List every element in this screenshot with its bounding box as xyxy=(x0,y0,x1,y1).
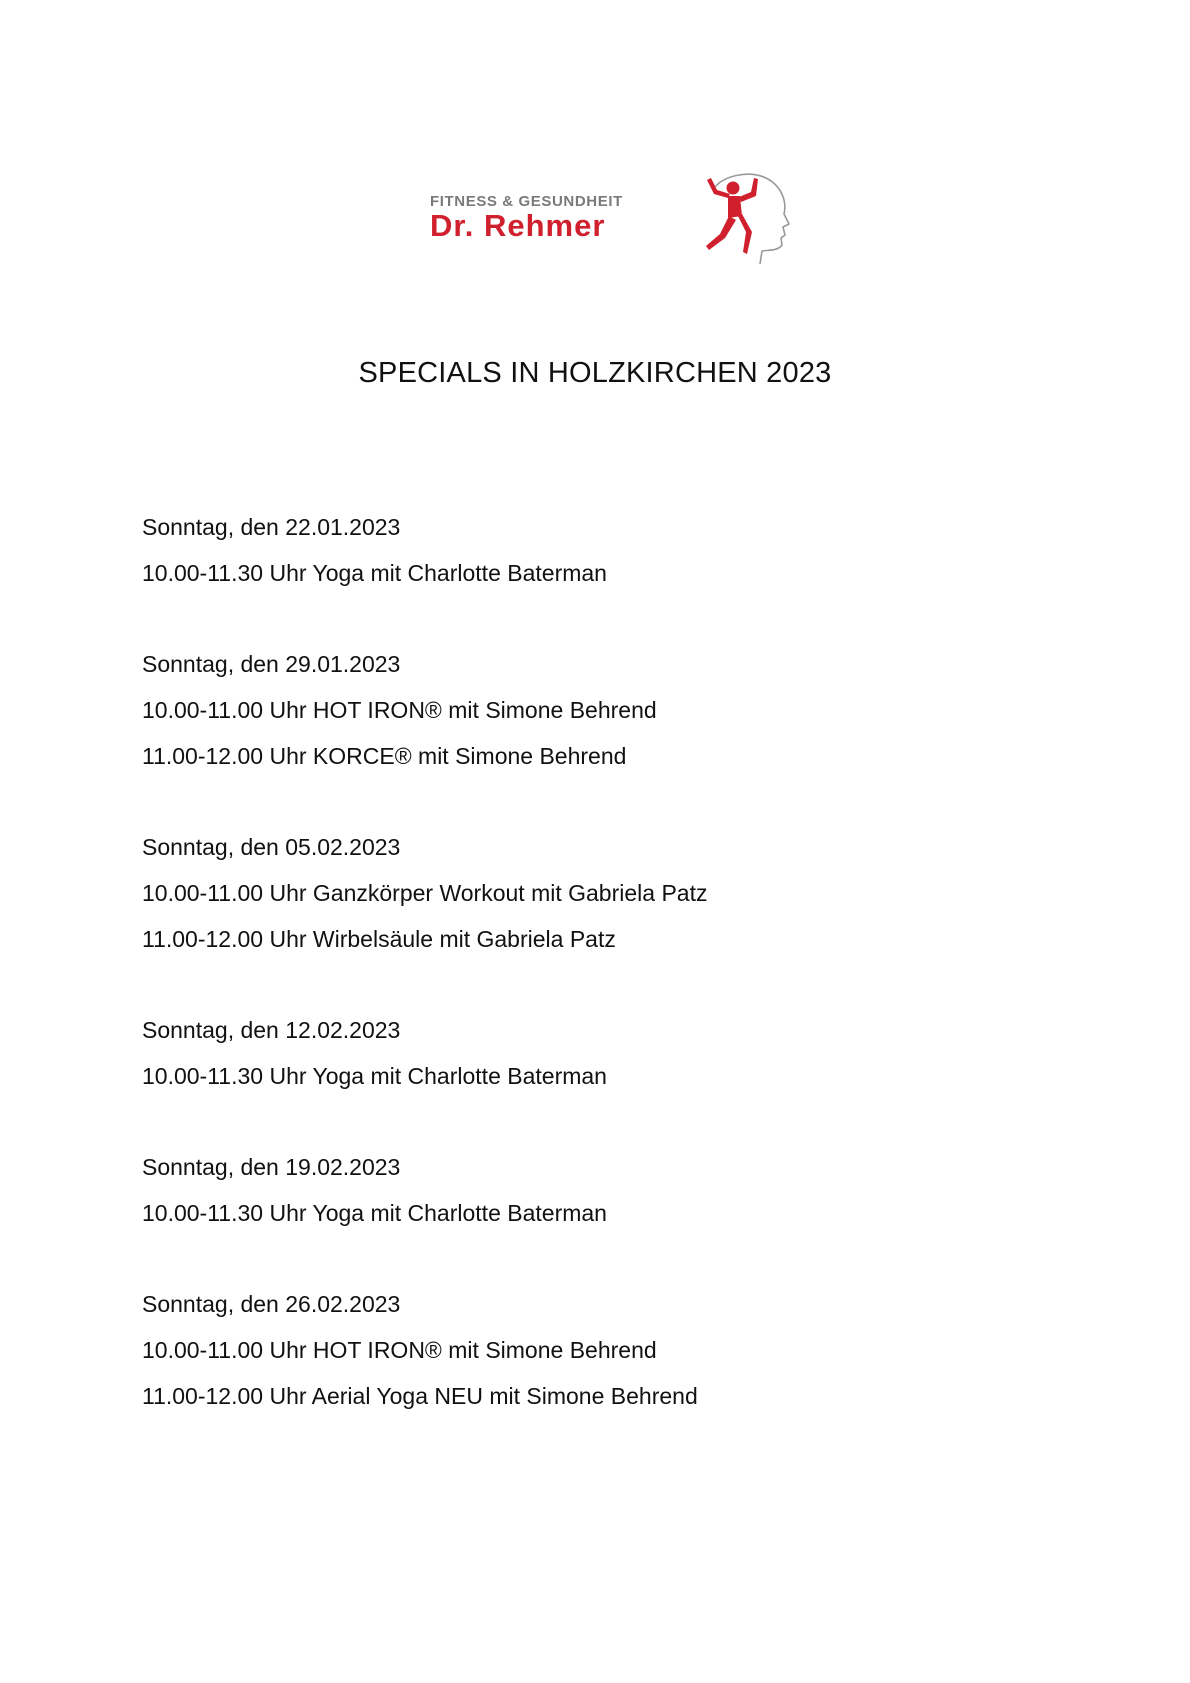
session-item: 11.00-12.00 Uhr KORCE® mit Simone Behrend xyxy=(142,743,627,769)
athlete-head-icon xyxy=(694,172,790,264)
session-item: 10.00-11.30 Uhr Yoga mit Charlotte Baterman xyxy=(142,1063,607,1089)
schedule-day xyxy=(142,504,1042,596)
session-item: 10.00-11.30 Uhr Yoga mit Charlotte Baterman xyxy=(142,1200,607,1226)
day-date: Sonntag, den 22.01.2023 xyxy=(142,514,401,540)
session-item: 10.00-11.30 Uhr Yoga mit Charlotte Baterman xyxy=(142,560,607,586)
session-item: 11.00-12.00 Uhr Wirbelsäule mit Gabriela Patz xyxy=(142,926,616,952)
session-item: 10.00-11.00 Uhr Ganzkörper Workout mit Gabriela Patz xyxy=(142,880,708,906)
logo-tagline: FITNESS & GESUNDHEIT xyxy=(430,193,623,210)
day-date: Sonntag, den 05.02.2023 xyxy=(142,834,401,860)
logo-name: Dr. Rehmer xyxy=(430,208,606,243)
session-item: 10.00-11.00 Uhr HOT IRON® mit Simone Behrend xyxy=(142,1337,657,1363)
day-date: Sonntag, den 29.01.2023 xyxy=(142,651,401,677)
schedule-day xyxy=(142,1007,1042,1099)
session-item: 11.00-12.00 Uhr Aerial Yoga NEU mit Simone Behrend xyxy=(142,1383,698,1409)
schedule-list xyxy=(142,504,1042,1464)
brand-logo xyxy=(430,172,790,267)
schedule-day xyxy=(142,1281,1042,1419)
session-item: 10.00-11.00 Uhr HOT IRON® mit Simone Behrend xyxy=(142,697,657,723)
day-date: Sonntag, den 19.02.2023 xyxy=(142,1154,401,1180)
athlete-figure xyxy=(706,178,758,254)
schedule-day xyxy=(142,641,1042,779)
page-title: SPECIALS IN HOLZKIRCHEN 2023 xyxy=(358,357,832,389)
day-date: Sonntag, den 26.02.2023 xyxy=(142,1291,401,1317)
schedule-day xyxy=(142,1144,1042,1236)
schedule-day xyxy=(142,824,1042,962)
day-date: Sonntag, den 12.02.2023 xyxy=(142,1017,401,1043)
